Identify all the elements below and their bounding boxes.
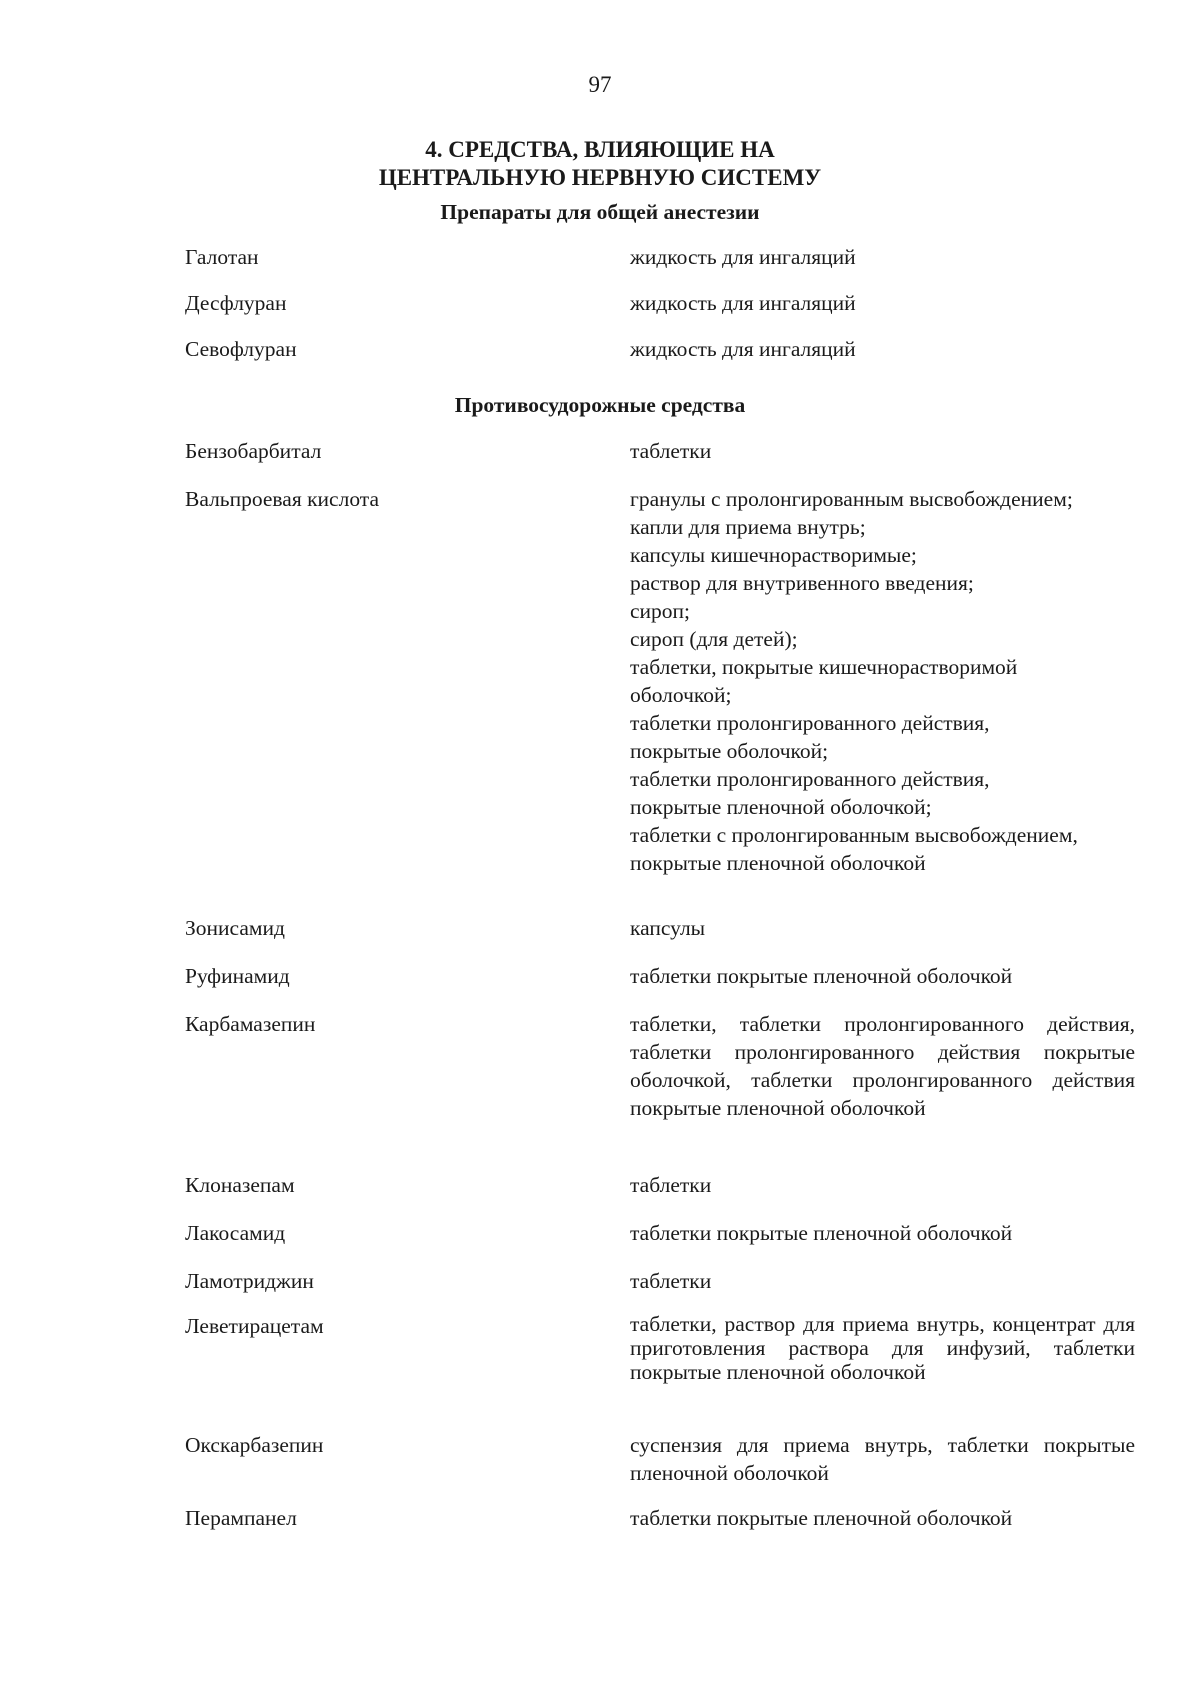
drug-forms	[630, 962, 1135, 990]
drug-forms	[630, 1431, 1135, 1487]
drug-forms	[630, 1312, 1135, 1384]
drug-form-line: гранулы с пролонгированным высвобождением;	[630, 487, 1073, 511]
drug-form-line: таблетки пролонгированного действия,	[630, 767, 990, 791]
drug-form-line: таблетки покрытые пленочной оболочкой	[630, 1221, 1013, 1245]
chapter-title-line-1: 4. СРЕДСТВА, ВЛИЯЮЩИЕ НА	[425, 137, 775, 162]
section-title-anesthesia: Препараты для общей анестезии	[440, 200, 760, 224]
chapter-title-line-2: ЦЕНТРАЛЬНУЮ НЕРВНУЮ СИСТЕМУ	[378, 165, 822, 190]
drug-form-line: капсулы кишечнорастворимые;	[630, 543, 917, 567]
drug-forms	[630, 1010, 1135, 1122]
drug-form-line: жидкость для ингаляций	[630, 291, 856, 315]
drug-forms-text: таблетки, таблетки пролонгированного действия, таблетки пролонгированного действия покрытые оболочкой, таблетки пролонгированного действия покрытые пленочной оболочкой	[630, 1012, 1135, 1120]
drug-form-line: сироп;	[630, 599, 691, 623]
drug-name: Перампанел	[185, 1506, 297, 1530]
page-number: 97	[588, 72, 612, 97]
drug-name: Бензобарбитал	[185, 439, 322, 463]
drug-form-line: таблетки	[630, 1269, 712, 1293]
drug-form-line: таблетки, покрытые кишечнорастворимой	[630, 655, 1018, 679]
drug-name: Лакосамид	[185, 1221, 286, 1245]
drug-name: Галотан	[185, 245, 259, 269]
drug-form-line: жидкость для ингаляций	[630, 245, 856, 269]
drug-forms	[630, 437, 1135, 465]
drug-form-line: раствор для внутривенного введения;	[630, 571, 974, 595]
drug-form-line: покрытые оболочкой;	[630, 739, 829, 763]
drug-forms	[630, 1267, 1135, 1295]
drug-forms	[630, 335, 1135, 363]
drug-name: Вальпроевая кислота	[185, 487, 379, 511]
drug-name: Руфинамид	[185, 964, 290, 988]
drug-form-line: таблетки пролонгированного действия,	[630, 711, 990, 735]
section-title-anticonvulsants: Противосудорожные средства	[454, 393, 746, 417]
drug-forms	[630, 1504, 1135, 1532]
drug-forms	[630, 485, 1135, 877]
drug-forms	[630, 289, 1135, 317]
drug-name: Десфлуран	[185, 291, 287, 315]
drug-form-line: капсулы	[630, 916, 706, 940]
drug-name: Окскарбазепин	[185, 1433, 324, 1457]
drug-name: Клоназепам	[185, 1173, 295, 1197]
drug-name: Ламотриджин	[185, 1269, 314, 1293]
drug-form-line: покрытые пленочной оболочкой	[630, 851, 926, 875]
drug-forms	[630, 1171, 1135, 1199]
drug-form-line: таблетки покрытые пленочной оболочкой	[630, 1506, 1013, 1530]
drug-name: Зонисамид	[185, 916, 285, 940]
drug-form-line: сироп (для детей);	[630, 627, 798, 651]
drug-form-line: таблетки	[630, 1173, 712, 1197]
drug-forms-text: суспензия для приема внутрь, таблетки покрытые пленочной оболочкой	[630, 1433, 1135, 1485]
drug-form-line: таблетки покрытые пленочной оболочкой	[630, 964, 1013, 988]
drug-name: Леветирацетам	[185, 1314, 324, 1338]
drug-forms	[630, 1219, 1135, 1247]
drug-name: Карбамазепин	[185, 1012, 316, 1036]
drug-forms	[630, 914, 1135, 942]
chapter-title	[0, 136, 1200, 192]
drug-form-line: капли для приема внутрь;	[630, 515, 866, 539]
drug-forms	[630, 243, 1135, 271]
drug-form-line: таблетки с пролонгированным высвобождением,	[630, 823, 1078, 847]
drug-name: Севофлуран	[185, 337, 297, 361]
drug-form-line: покрытые пленочной оболочкой;	[630, 795, 932, 819]
drug-form-line: жидкость для ингаляций	[630, 337, 856, 361]
drug-form-line: оболочкой;	[630, 683, 732, 707]
drug-form-line: таблетки	[630, 439, 712, 463]
drug-forms-text: таблетки, раствор для приема внутрь, концентрат для приготовления раствора для инфузий, таблетки покрытые пленочной оболочкой	[630, 1312, 1135, 1384]
